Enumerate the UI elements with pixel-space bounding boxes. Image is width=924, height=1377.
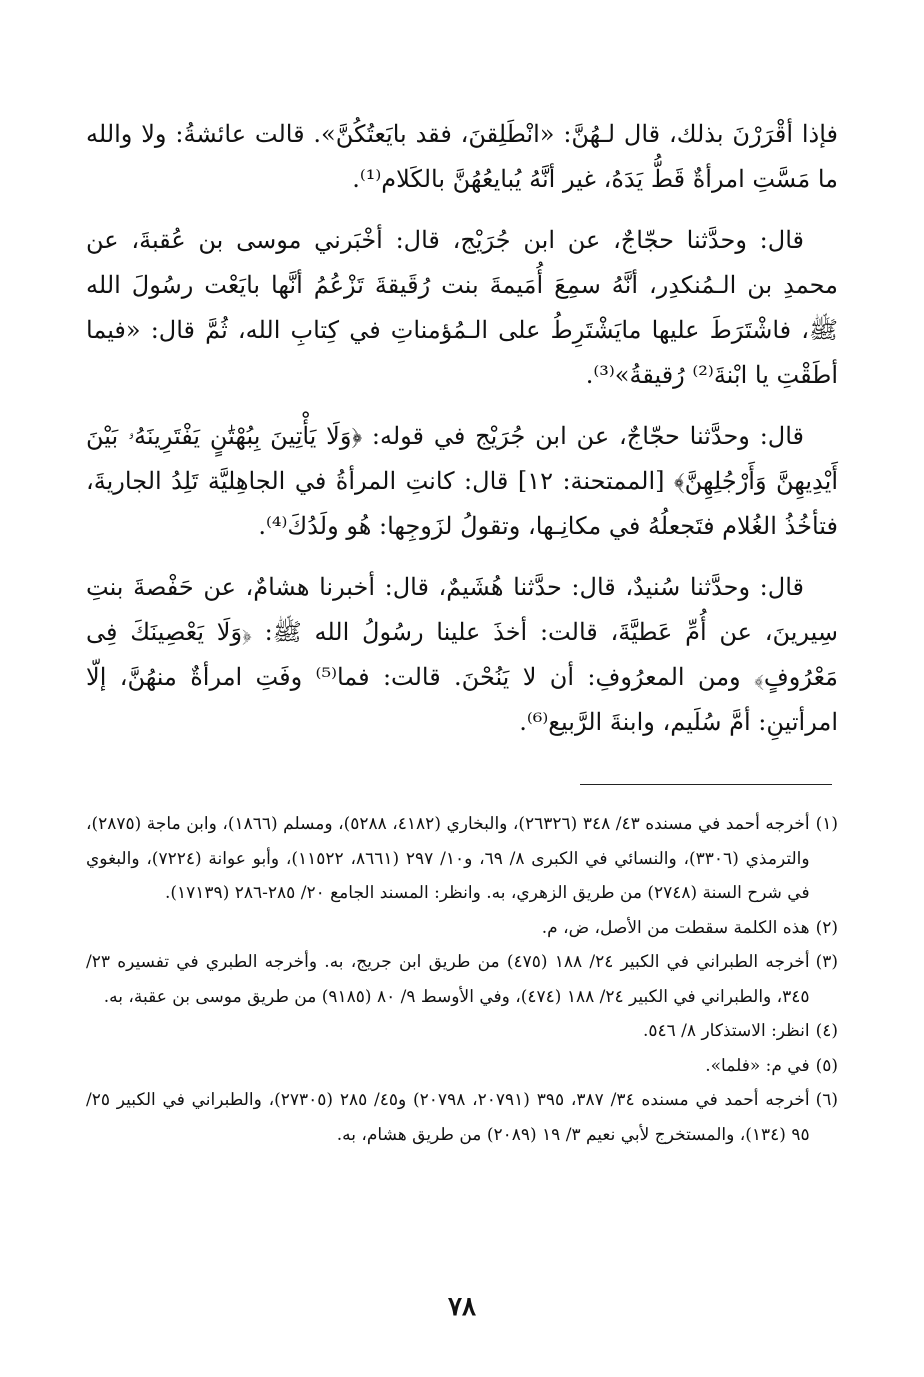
footnote-number: (٦) [815, 1090, 838, 1110]
footnote-number: (١) [815, 814, 838, 834]
footnote-number: (٥) [815, 1055, 838, 1076]
footnote-text: انظر: الاستذكار ٨/ ٥٤٦. [642, 1021, 810, 1041]
paragraph-4: قال: وحدَّثنا سُنيدٌ، قال: حدَّثنا هُشَيمٌ، قال: أخبرنا هشامٌ، عن حَفْصةَ بنتِ سِيرينَ، عن أُمِّ عَطيَّةَ، قالت: أخذَ علينا رسُولُ الله ﷺ: ﴿وَلَا يَعْصِينَكَ فِى مَعْرُوفٍ﴾ ومن المعرُوفِ: أن لا يَنُحْنَ. قالت: فما⁽⁵⁾ وفَتِ امرأةٌ منهُنَّ، إلّا امرأتينِ: أمَّ سُلَيم، وابنةَ الرَّبيع⁽⁶⁾. [86, 573, 839, 736]
footnote-text: في م: «فلما». [705, 1055, 810, 1076]
footnote-1 [86, 807, 838, 911]
footnote-text: أخرجه أحمد في مسنده ٤٣/ ٣٤٨ (٢٦٣٢٦)، والبخاري (٤١٨٢، ٥٢٨٨)، ومسلم (١٨٦٦)، وابن ماجة (٢٨٧٥)، والترمذي (٣٣٠٦)، والنسائي في الكبرى ٨/ ٦٩، و١٠/ ٢٩٧ (٨٦٦١، ١١٥٢٢)، وأبو عوانة (٧٢٢٤)، والبغوي في شرح السنة (٢٧٤٨) من طريق الزهري، به. وانظر: المسند الجامع ٢٠/ ٢٨٥-٢٨٦ (١٧١٣٩). [86, 814, 810, 903]
main-text [86, 112, 838, 761]
paragraph-3: قال: وحدَّثنا حجّاجٌ، عن ابن جُرَيْج في قوله: ﴿وَلَا يَأْتِينَ بِبُهْتَٰنٍ يَفْتَرِينَهُۥ بَيْنَ أَيْدِيهِنَّ وَأَرْجُلِهِنَّ﴾ [الممتحنة: ١٢] قال: كانتِ المرأةُ في الجاهِليَّة تَلِدُ الجاريةَ، فتأخُذُ الغُلام فتَجعلُهُ في مكانِـها، وتقولُ لزَوجِها: هُو ولَدُكَ⁽⁴⁾. [86, 422, 838, 540]
footnote-text: أخرجه أحمد في مسنده ٣٤/ ٣٨٧، ٣٩٥ (٢٠٧٩١، ٢٠٧٩٨) و٤٥/ ٢٨٥ (٢٧٣٠٥)، والطبراني في الكبير ٢٥/ ٩٥ (١٣٤)، والمستخرج لأبي نعيم ٣/ ١٩ (٢٠٨٩) من طريق هشام، به. [86, 1090, 810, 1145]
footnote-3 [86, 945, 838, 1014]
footnote-number: (٣) [815, 952, 838, 972]
footnotes [86, 807, 838, 1152]
footnote-4 [86, 1014, 838, 1049]
paragraph-2: قال: وحدَّثنا حجّاجٌ، عن ابن جُرَيْج، قال: أخْبَرني موسى بن عُقبةَ، عن محمدِ بن الـمُنكدِر، أنَّهُ سمِعَ أُمَيمةَ بنت رُقَيقةَ تَزْعُمُ أنَّها بايَعْت رسُولَ الله ﷺ، فاشْتَرَطَ عليها مايَشْتَرِطُ على الـمُؤمناتِ في كِتابِ الله، ثُمَّ قال: «فيما أطَقْتِ يا ابْنةَ⁽²⁾ رُقيقةُ»⁽³⁾. [86, 226, 838, 389]
footnote-text: هذه الكلمة سقطت من الأصل، ض، م. [541, 917, 810, 938]
footnote-text: أخرجه الطبراني في الكبير ٢٤/ ١٨٨ (٤٧٥) من طريق ابن جريج، به. وأخرجه الطبري في تفسيره ٢٣/ ٣٤٥، والطبراني في الكبير ٢٤/ ١٨٨ (٤٧٤)، وفي الأوسط ٩/ ٨٠ (٩١٨٥) من طريق موسى بن عقبة، به. [86, 952, 810, 1007]
paragraph-1: فإذا أقْرَرْنَ بذلك، قال لـهُنَّ: «انْطَلِقنَ، فقد بايَعتُكُنَّ». قالت عائشةُ: ولا والله ما مَسَّتِ امرأةٌ قَطُّ يَدَهُ، غير أنَّهُ يُبايعُهُنَّ بالكَلام⁽¹⁾. [86, 120, 838, 193]
footnote-6 [86, 1083, 838, 1152]
footnote-number: (٢) [815, 917, 838, 938]
footnote-number: (٤) [815, 1021, 838, 1041]
page-number: ٧٨ [448, 1292, 476, 1322]
footnote-separator [580, 784, 832, 785]
footnote-5 [86, 1049, 838, 1084]
footnote-2 [86, 911, 838, 946]
